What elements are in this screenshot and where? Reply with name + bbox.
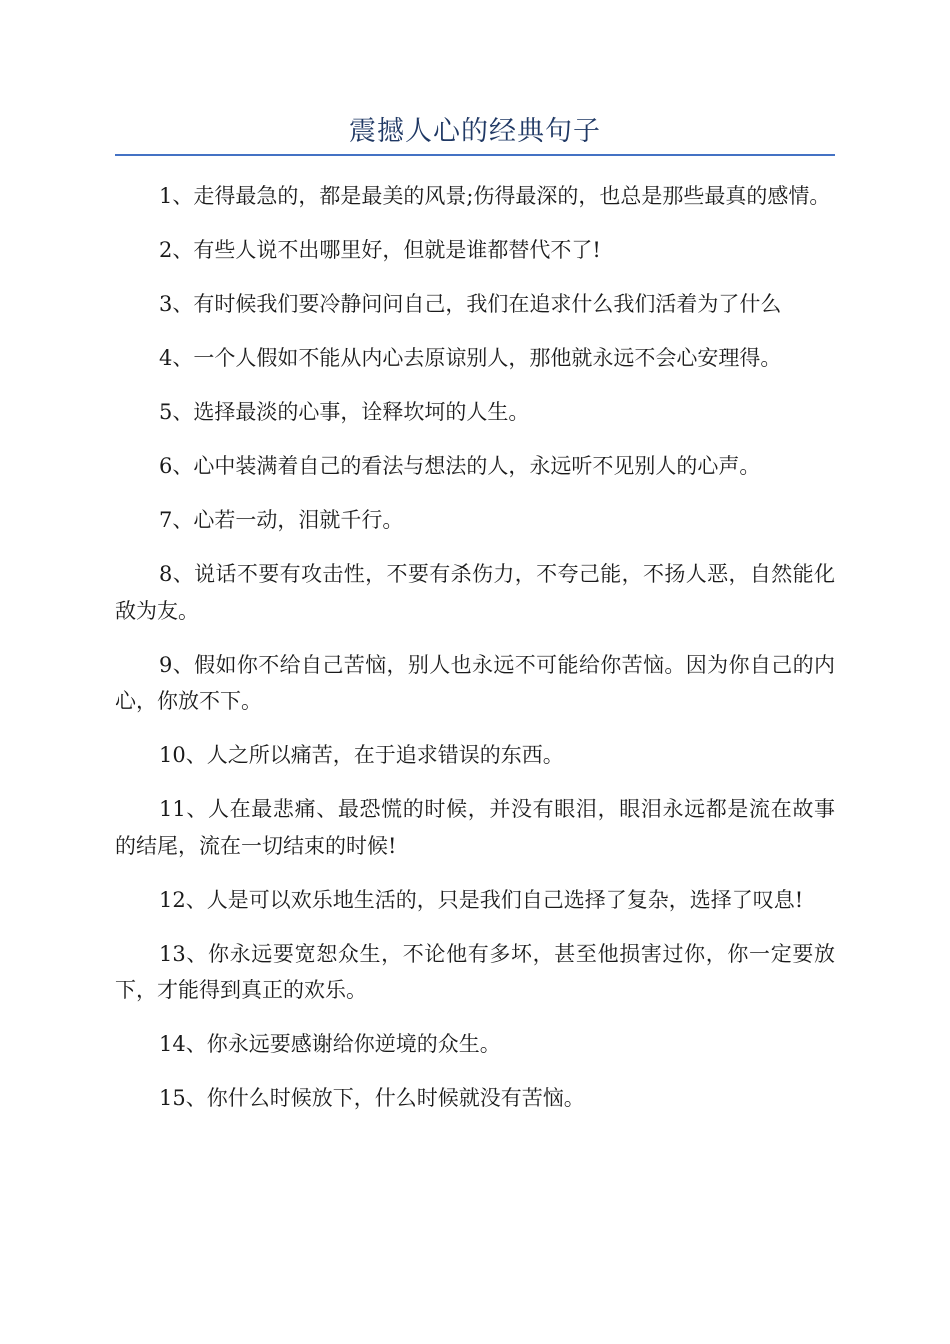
paragraph-11: 11、人在最悲痛、最恐慌的时候，并没有眼泪，眼泪永远都是流在故事的结尾，流在一切结束的时候!: [115, 797, 835, 858]
document-title: 震撼人心的经典句子: [349, 116, 601, 147]
paragraph-10: 10、人之所以痛苦，在于追求错误的东西。: [159, 743, 564, 767]
paragraph-9: 9、假如你不给自己苦恼，别人也永远不可能给你苦恼。因为你自己的内心，你放不下。: [115, 652, 835, 713]
paragraph-5: 5、选择最淡的心事，诠释坎坷的人生。: [159, 400, 530, 424]
paragraph-7: 7、心若一动，泪就千行。: [159, 508, 404, 532]
paragraph-13: 13、你永远要宽恕众生，不论他有多坏，甚至他损害过你，你一定要放下，才能得到真正的欢乐。: [115, 941, 835, 1002]
title-underline: [115, 154, 835, 156]
paragraph-6: 6、心中装满着自己的看法与想法的人，永远听不见别人的心声。: [159, 454, 761, 478]
paragraph-3: 3、有时候我们要冷静问问自己，我们在追求什么我们活着为了什么: [159, 292, 782, 316]
paragraph-8: 8、说话不要有攻击性，不要有杀伤力，不夸己能，不扬人恶，自然能化敌为友。: [115, 562, 835, 623]
document-body: [115, 178, 835, 1134]
paragraph-12: 12、人是可以欢乐地生活的，只是我们自己选择了复杂，选择了叹息!: [159, 887, 804, 912]
paragraph-4: 4、一个人假如不能从内心去原谅别人，那他就永远不会心安理得。: [159, 346, 782, 370]
paragraph-14: 14、你永远要感谢给你逆境的众生。: [159, 1032, 501, 1056]
paragraph-2: 2、有些人说不出哪里好，但就是谁都替代不了!: [159, 238, 601, 262]
paragraph-15: 15、你什么时候放下，什么时候就没有苦恼。: [159, 1086, 585, 1110]
paragraph-1: 1、走得最急的，都是最美的风景;伤得最深的，也总是那些最真的感情。: [159, 184, 831, 208]
